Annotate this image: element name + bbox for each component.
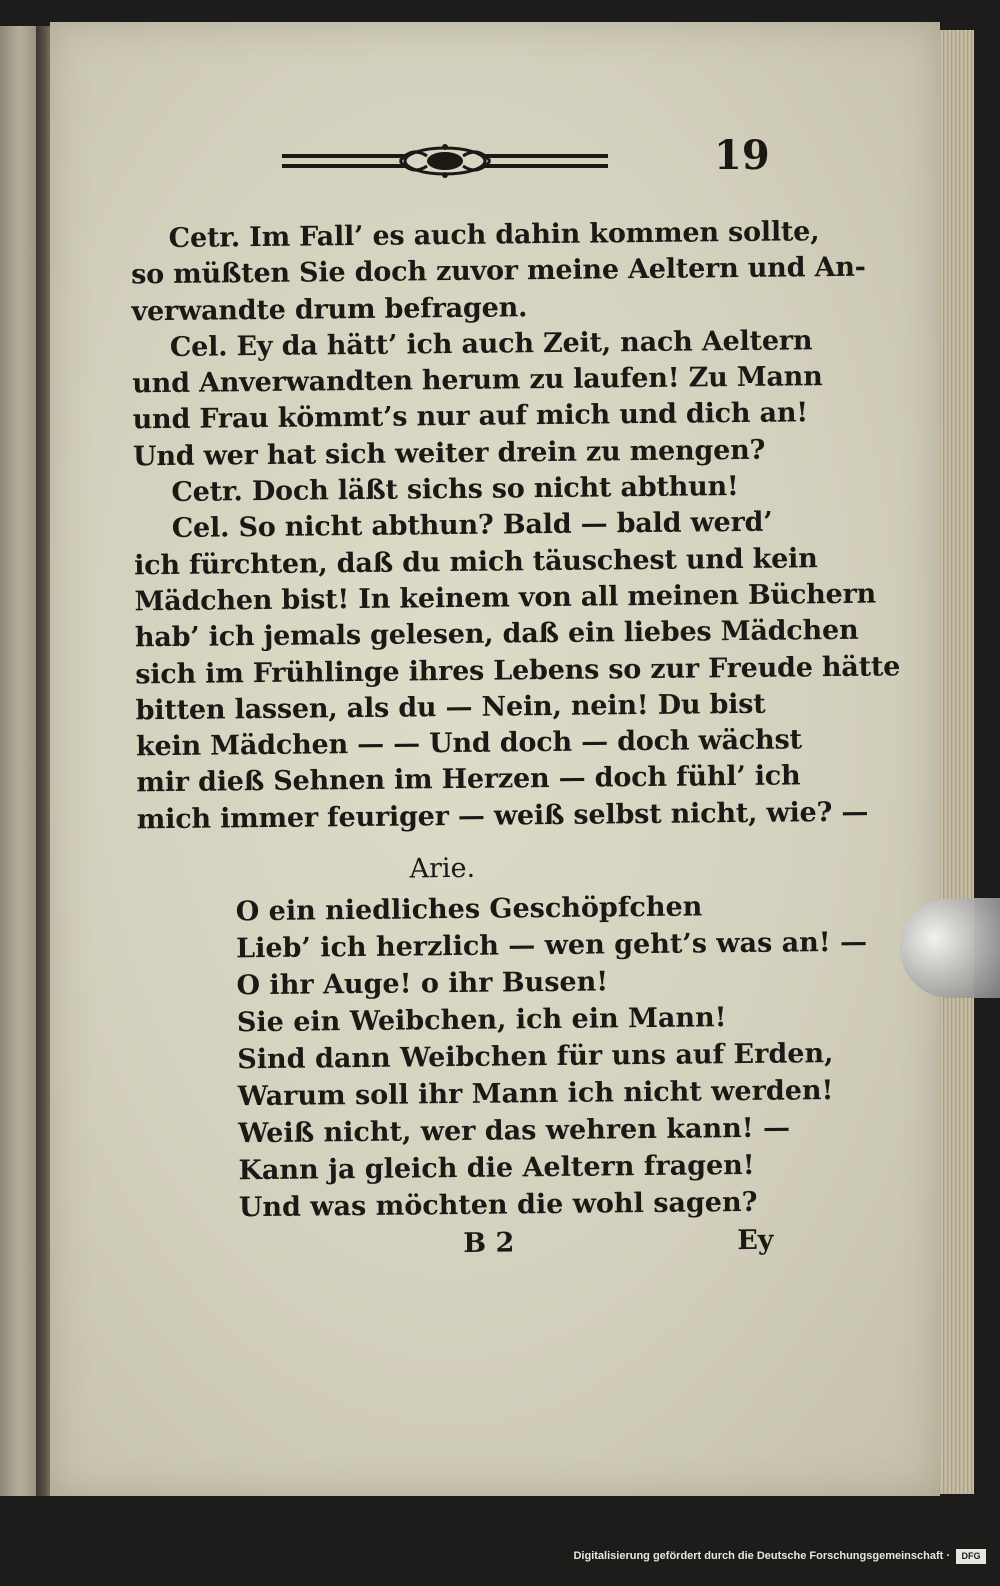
text-line: und Frau kömmt’s nur auf mich und dich an! — [132, 397, 809, 436]
verse-line: Und was möchten die wohl sagen? — [238, 1186, 758, 1224]
catchword: Ey — [737, 1224, 774, 1257]
dialogue-prose — [130, 215, 901, 839]
signature-mark: B 2 — [463, 1227, 515, 1259]
text-line: Cetr. Doch läßt sichs so nicht abthun! — [171, 471, 739, 509]
aria-heading: Arie. — [409, 852, 476, 885]
verse-line: Lieb’ ich herzlich — wen geht’s was an! — — [236, 926, 868, 965]
text-line: Cel. Ey da hätt’ ich auch Zeit, nach Aeltern — [169, 325, 813, 363]
aria-verses — [138, 888, 868, 1228]
text-line: und Anverwandten herum zu laufen! Zu Mann — [132, 361, 823, 400]
dfg-logo: DFG — [956, 1549, 986, 1564]
page-edges — [940, 30, 974, 1494]
text-line: Und wer hat sich weiter drein zu mengen? — [132, 434, 766, 473]
text-line: bitten lassen, als du — Nein, nein! Du bist — [135, 688, 766, 727]
previous-page-edge — [0, 26, 36, 1496]
glass-page-clip — [900, 898, 1000, 998]
page-footer — [141, 1221, 781, 1268]
verse-line: Sind dann Weibchen für uns auf Erden, — [237, 1038, 834, 1076]
text-line: Cetr. Im Fall’ es auch dahin kommen sollte, — [168, 216, 820, 254]
header-ornament — [282, 142, 608, 182]
verse-line: Sie ein Weibchen, ich ein Mann! — [236, 1002, 727, 1039]
text-line: so müßten Sie doch zuvor meine Aeltern und An- — [130, 251, 866, 291]
text-line: Mädchen bist! In keinem von all meinen Büchern — [134, 578, 877, 618]
text-line: mir dieß Sehnen im Herzen — doch fühl’ ich — [136, 760, 801, 799]
text-line: Cel. So nicht abthun? Bald — bald werd’ — [171, 507, 773, 545]
text-line: hab’ ich jemals gelesen, daß ein liebes Mädchen — [134, 615, 859, 654]
page-text — [130, 215, 901, 1268]
verse-line: O ein niedliches Geschöpfchen — [235, 891, 703, 928]
text-line: ich fürchten, daß du mich täuschest und kein — [133, 542, 818, 582]
text-line: verwandte drum befragen. — [131, 291, 528, 327]
verse-line: Warum soll ihr Mann ich nicht werden! — [237, 1075, 834, 1113]
verse-line: O ihr Auge! o ihr Busen! — [236, 966, 609, 1002]
text-line: sich im Frühlinge ihres Lebens so zur Freude hätte — [135, 650, 901, 690]
page-number: 19 — [714, 132, 770, 179]
text-line: kein Mädchen — — Und doch — doch wächst — [135, 724, 802, 763]
text-line: mich immer feuriger — weiß selbst nicht, wie? — — [136, 796, 869, 836]
digitization-credit: Digitalisierung gefördert durch die Deutsche Forschungsgemeinschaft · — [573, 1550, 950, 1562]
verse-line: Weiß nicht, wer das wehren kann! — — [237, 1112, 791, 1150]
verse-line: Kann ja gleich die Aeltern fragen! — [238, 1149, 755, 1187]
